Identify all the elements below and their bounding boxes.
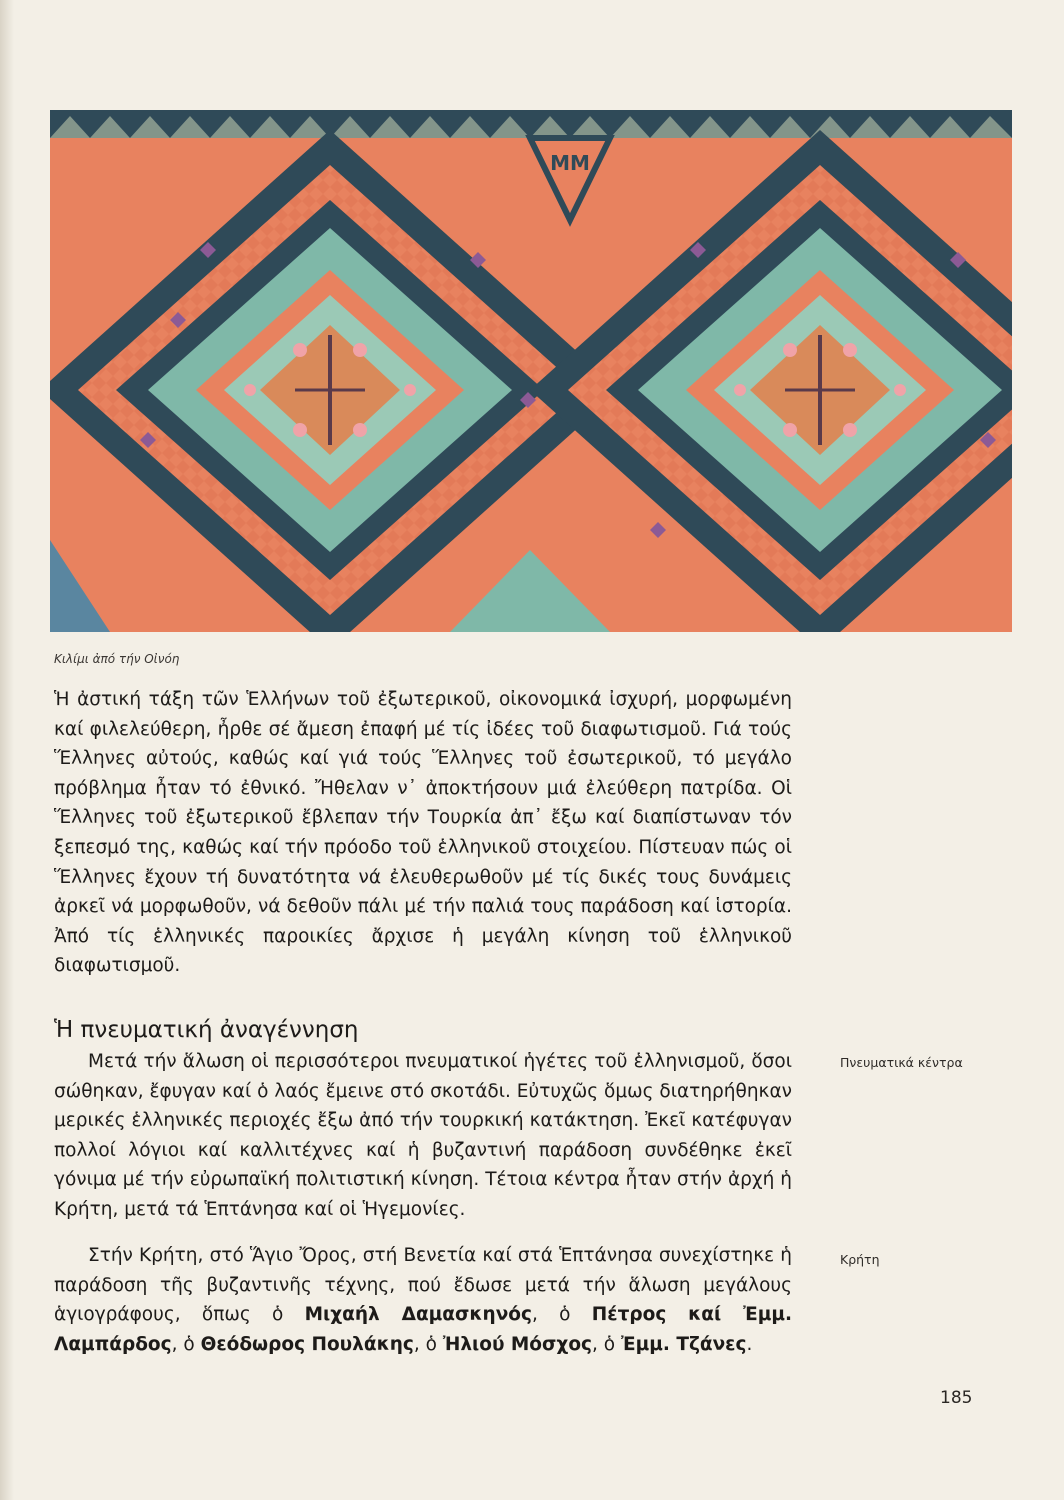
kilim-photo <box>50 110 1012 632</box>
painter-name: Ἠλιού Μόσχος <box>442 1333 593 1355</box>
separator: . <box>746 1333 753 1355</box>
separator: , ὁ <box>413 1333 443 1355</box>
paragraph-renaissance: Μετά τήν ἅλωση οἱ περισσότεροι πνευματικοί ἡγέτες τοῦ ἑλληνισμοῦ, ὅσοι σώθηκαν, ἔφυγαν καί ὁ λαός ἔμεινε στό σκοτάδι. Εὐτυχῶς ὅμως διατηρήθηκαν μερικές ἑλληνικές περιοχές ἔξω ἀπό τήν τουρκική κατάκτηση. Ἐκεῖ κατέφυγαν πολλοί λόγιοι καί καλλιτέχνες καί ἡ βυζαντινή παράδοση συνδέθηκε ἐκεῖ γόνιμα μέ τήν εὐρωπαϊκή πολιτιστική κίνηση. Τέτοια κέντρα ἦταν στήν ἀρχή ἡ Κρήτη, μετά τά Ἑπτάνησα καί οἱ Ἡγεμονίες. <box>54 1051 792 1220</box>
paragraph-painters <box>54 1241 792 1359</box>
paragraph-enlightenment: Ἡ ἀστική τάξη τῶν Ἑλλήνων τοῦ ἐξωτερικοῦ, οἰκονομικά ἰσχυρή, μορφωμένη καί φιλελεύθερη, ἦρθε σέ ἄμεση ἐπαφή μέ τίς ἰδέες τοῦ διαφωτισμοῦ. Γιά τούς Ἕλληνες αὐτούς, καθώς καί γιά τούς Ἕλληνες τοῦ ἐσωτερικοῦ, τό μεγάλο πρόβλημα ἦταν τό ἐθνικό. Ἤθελαν ν᾽ ἀποκτήσουν μιά ἐλεύθερη πατρίδα. Οἱ Ἕλληνες τοῦ ἐξωτερικοῦ ἔβλεπαν τήν Τουρκία ἀπ᾽ ἔξω καί διαπίστωναν τόν ξεπεσμό της, καθώς καί τήν πρόοδο τοῦ ἑλληνικοῦ στοιχείου. Πίστευαν πώς οἱ Ἕλληνες ἔχουν τή δυνατότητα νά ἐλευθερωθοῦν μέ τίς δικές τους δυνάμεις ἀρκεῖ νά μορφωθοῦν, νά δεθοῦν πάλι μέ τήν παλιά τους παράδοση καί ἱστορία. Ἀπό τίς ἑλληνικές παροικίες ἄρχισε ἡ μεγάλη κίνηση τοῦ ἑλληνικοῦ διαφωτισμοῦ. <box>54 689 792 977</box>
carpet-monogram: MM <box>550 151 590 175</box>
page-edge-shadow <box>0 0 14 1500</box>
margin-note-spiritual-centers: Πνευματικά κέντρα <box>840 1055 963 1070</box>
separator: , ὁ <box>592 1333 621 1355</box>
photo-caption: Κιλίμι ἀπό τήν Οἰνόη <box>54 652 180 666</box>
painter-name: Πέτρος καί Ἐμμ. Λαμπάρδος <box>54 1304 792 1355</box>
margin-note-crete: Κρήτη <box>840 1252 880 1267</box>
page-number: 185 <box>940 1388 973 1408</box>
painters-intro: Στήν Κρήτη, στό Ἅγιο Ὄρος, στή Βενετία καί στά Ἑπτάνησα συνεχίστηκε ἡ παράδοση τῆς βυζαντινῆς τέχνης, πού ἔδωσε μετά τήν ἅλωση μεγάλους ἁγιογράφους, ὅπως ὁ <box>54 1245 792 1326</box>
separator: , ὁ <box>531 1304 592 1326</box>
separator: , ὁ <box>171 1333 201 1355</box>
kilim-pattern <box>50 110 1012 632</box>
painter-name: Θεόδωρος Πουλάκης <box>200 1333 414 1355</box>
section-heading: Ἡ πνευματική ἀναγέννηση <box>54 1017 359 1043</box>
painter-name: Ἐμμ. Τζάνες <box>620 1333 747 1355</box>
painter-name: Μιχαήλ Δαμασκηνός <box>304 1304 532 1326</box>
